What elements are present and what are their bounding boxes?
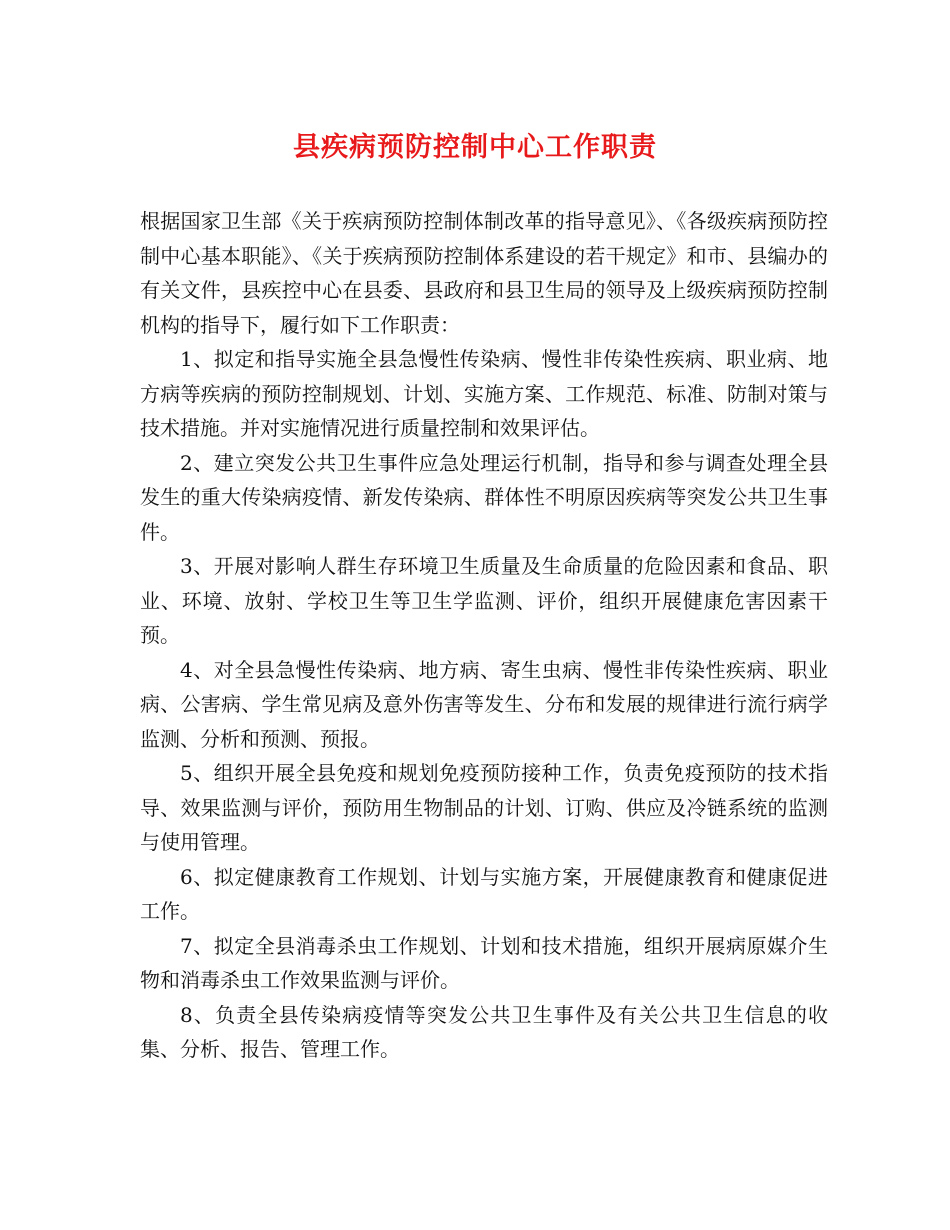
intro-paragraph: 根据国家卫生部《关于疾病预防控制体制改革的指导意见》、《各级疾病预防控制中心基本职能》、《关于疾病预防控制体系建设的若干规定》和市、县编办的有关文件，县疾控中心在县委、县政府和县卫生局的领导及上级疾病预防控制机构的指导下，履行如下工作职责：: [140, 209, 828, 337]
duty-paragraph-6: 6、拟定健康教育工作规划、计划与实施方案，开展健康教育和健康促进工作。: [140, 864, 828, 923]
duty-paragraph-2: 2、建立突发公共卫生事件应急处理运行机制，指导和参与调查处理全县发生的重大传染病疫情、新发传染病、群体性不明原因疾病等突发公共卫生事件。: [140, 450, 828, 544]
document-body: [140, 204, 828, 1067]
duty-paragraph-7: 7、拟定全县消毒杀虫工作规划、计划和技术措施，组织开展病原媒介生物和消毒杀虫工作效果监测与评价。: [140, 933, 828, 992]
duty-paragraph-3: 3、开展对影响人群生存环境卫生质量及生命质量的危险因素和食品、职业、环境、放射、学校卫生等卫生学监测、评价，组织开展健康危害因素干预。: [140, 554, 828, 647]
duty-paragraph-1: 1、拟定和指导实施全县急慢性传染病、慢性非传染性疾病、职业病、地方病等疾病的预防控制规划、计划、实施方案、工作规范、标准、防制对策与技术措施。并对实施情况进行质量控制和效果评估。: [140, 347, 828, 440]
duty-paragraph-4: 4、对全县急慢性传染病、地方病、寄生虫病、慢性非传染性疾病、职业病、公害病、学生常见病及意外伤害等发生、分布和发展的规律进行流行病学监测、分析和预测、预报。: [140, 657, 828, 751]
document-title: 县疾病预防控制中心工作职责: [293, 132, 657, 163]
duty-paragraph-5: 5、组织开展全县免疫和规划免疫预防接种工作，负责免疫预防的技术指导、效果监测与评价，预防用生物制品的计划、订购、供应及冷链系统的监测与使用管理。: [140, 761, 828, 854]
duty-paragraph-8: 8、负责全县传染病疫情等突发公共卫生事件及有关公共卫生信息的收集、分析、报告、管理工作。: [140, 1002, 828, 1061]
